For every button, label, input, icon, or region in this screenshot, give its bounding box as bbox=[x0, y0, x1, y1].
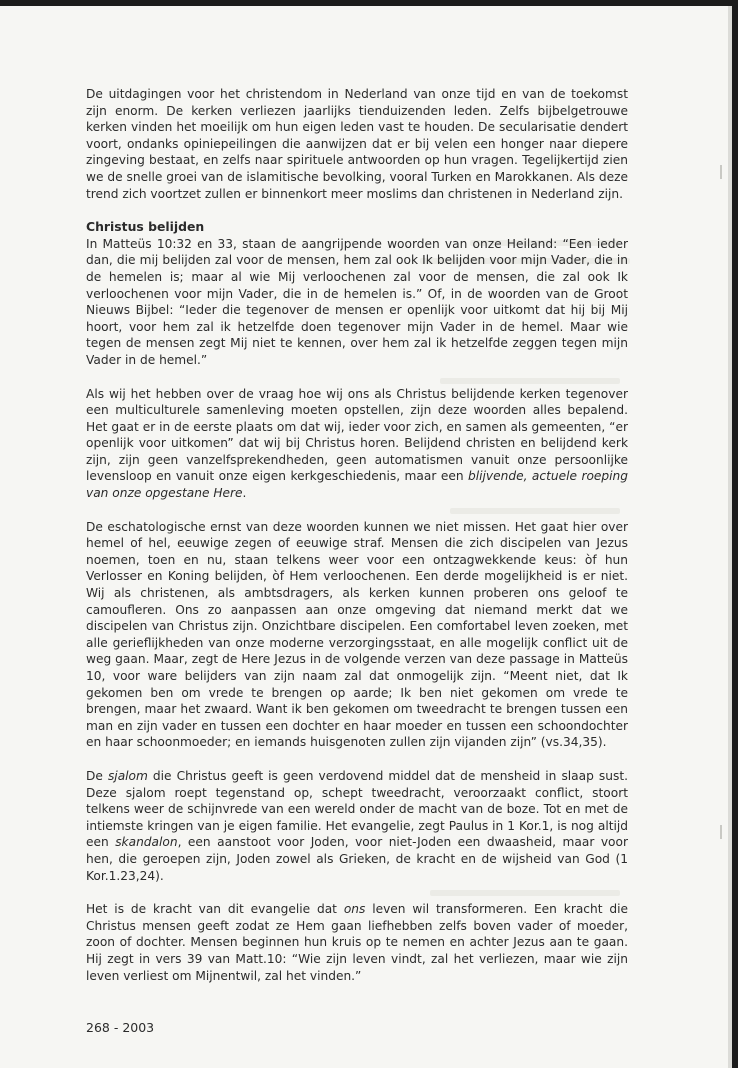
scan-border-shadow bbox=[728, 6, 732, 1068]
section-heading: Christus belijden bbox=[86, 219, 205, 235]
article-body bbox=[86, 86, 628, 1001]
paragraph-sjalom bbox=[86, 768, 628, 884]
paragraph-text: De bbox=[86, 768, 108, 783]
page-number: 268 - 2003 bbox=[86, 1020, 155, 1035]
emphasis-text: sjalom bbox=[107, 768, 148, 783]
paragraph-text: die Christus geeft is geen verdovend middel dat de mensheid in slaap sust. Deze sjalom roept tegenstand op, schept tweedracht, veroorzaakt conflict, stoort telkens weer de schijnvrede van een wereld onder de macht van de boze. Tot en met de intiemste kringen van je eigen familie. Het evangelie, zegt Paulus in 1 Kor.1, is nog altijd een bbox=[86, 768, 628, 850]
scan-mark bbox=[720, 825, 722, 839]
scan-border-right bbox=[732, 0, 738, 1068]
paragraph-kracht bbox=[86, 901, 628, 984]
paragraph-text: , een aanstoot voor Joden, voor niet-Joden een dwaasheid, maar voor hen, die geroepen zijn, Joden zowel als Grieken, de kracht en de wijsheid van God (1 Kor.1.23,24). bbox=[86, 835, 628, 883]
emphasis-text: skandalon bbox=[115, 835, 178, 850]
paragraph-text: Als wij het hebben over de vraag hoe wij ons als Christus belijdende kerken tegenover een multiculturele samenleving moeten opstellen, zijn deze woorden alles bepalend. Het gaat er in de eerste plaats om dat wij, ieder voor zich, en samen als gemeenten, “er openlijk voor uitkomen” dat wij bij Christus horen. Belijdend christen en belijdend kerk zijn, zijn geen vanzelfsprekendheden, geen automatismen vanuit onze persoonlijke levensloop en vanuit onze eigen kerkgeschiedenis, maar een bbox=[86, 386, 628, 484]
paragraph-eschatological: De eschatologische ernst van deze woorden kunnen we niet missen. Het gaat hier over hemel of hel, eeuwige zegen of eeuwige straf. Mensen die zich discipelen van Jezus noemen, toen en nu, staan telkens weer voor een ontzagwekkende keus: òf hun Verlosser en Koning belijden, òf Hem verloochenen. Een derde mogelijkheid is er niet. Wij als christenen, als ambtsdragers, als kerken kunnen proberen ons geloof te camoufleren. Ons zo aanpassen aan onze omgeving dat niemand merkt dat we discipelen van Christus zijn. Onzichtbare discipelen. Een comfortabel leven zoeken, met alle gerieflijkheden van onze moderne verzorgingsstaat, en alle mogelijk conflict uit de weg gaan. Maar, zegt de Here Jezus in de volgende verzen van deze passage in Matteüs 10, voor ware belijders van zijn naam zal dat onmogelijk zijn. “Meent niet, dat Ik gekomen ben om vrede te brengen op aarde; Ik ben niet gekomen om vrede te brengen, maar het zwaard. Want ik ben gekomen om tweedracht te brengen tussen een man en zijn vader en tussen een dochter en haar moeder en tussen een schoondochter en haar schoonmoeder; en iemands huisgenoten zullen zijn vijanden zijn” (vs.34,35). bbox=[86, 519, 628, 750]
scan-border-top bbox=[0, 0, 738, 6]
scan-mark bbox=[720, 165, 722, 179]
emphasis-text: blijvende, actuele roeping van onze opgestane Here bbox=[86, 469, 628, 501]
paragraph-multicultural bbox=[86, 386, 628, 502]
paragraph-intro: De uitdagingen voor het christendom in Nederland van onze tijd en van de toekomst zijn enorm. De kerken verliezen jaarlijks tienduizenden leden. Zelfs bijbelgetrouwe kerken vinden het moeilijk om hun eigen leden vast te houden. De secularisatie dendert voort, ondanks opiniepeilingen die aanwijzen dat er bij velen een honger naar diepere zingeving bestaat, en zelfs naar spirituele antwoorden op hun vragen. Tegelijkertijd zien we de snelle groei van de islamitische bevolking, vooral Turken en Marokkanen. Als deze trend zich voortzet zullen er binnenkort meer moslims dan christenen in Nederland zijn. bbox=[86, 87, 628, 201]
section-christus-belijden bbox=[86, 219, 628, 368]
paragraph-matteus-quote: In Matteüs 10:32 en 33, staan de aangrijpende woorden van onze Heiland: “Een ieder dan, die mij belijden zal voor de mensen, hem zal ook Ik belijden voor mijn Vader, die in de hemelen is; maar al wie Mij verloochenen zal voor de mensen, die zal ook Ik verloochenen voor mijn Vader, die in de hemelen is.” Of, in de woorden van de Groot Nieuws Bijbel: “Ieder die tegenover de mensen er openlijk voor uitkomt dat hij bij Mij hoort, voor hem zal ik hetzelfde doen tegenover mijn Vader in de hemel. Maar wie tegen de mensen zegt Mij niet te kennen, over hem zal ik hetzelfde zeggen tegen mijn Vader in de hemel.” bbox=[86, 236, 628, 367]
paragraph-text: leven wil transformeren. Een kracht die Christus mensen geeft zodat ze Hem gaan liefhebben zelfs boven vader of moeder, zoon of dochter. Mensen beginnen hun kruis op te nemen en achter Jezus aan te gaan. Hij zegt in vers 39 van Matt.10: “Wie zijn leven vindt, zal het verliezen, maar wie zijn leven verliest om Mijnentwil, zal het vinden.” bbox=[86, 902, 628, 983]
paragraph-text: Het is de kracht van dit evangelie dat bbox=[86, 902, 344, 917]
paragraph-text: . bbox=[242, 486, 247, 501]
emphasis-text: ons bbox=[343, 902, 366, 917]
